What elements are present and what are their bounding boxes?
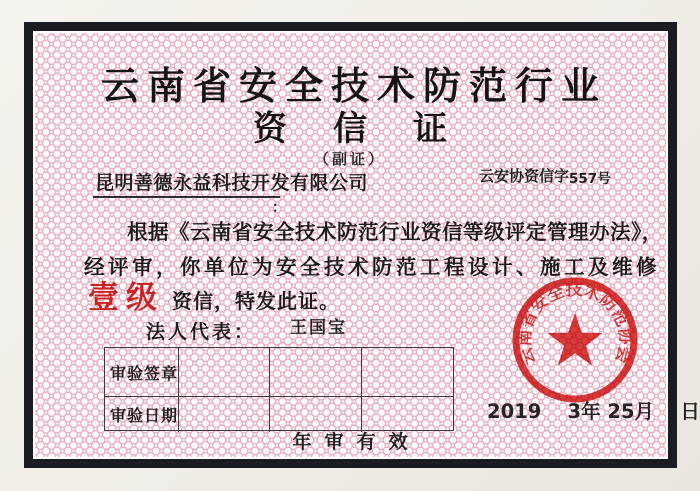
body-text-line2: 经评审，你单位为安全技术防范工程设计、施工及维修 (84, 255, 660, 279)
review-row1-empty-cell (362, 348, 453, 397)
body-text-line1: 根据《云南省安全技术防范行业资信等级评定管理办法》， (127, 220, 663, 244)
grade-line (88, 272, 340, 317)
company-colon-mark: ： (272, 200, 286, 216)
credit-grade: 壹级 (88, 280, 164, 316)
review-seal-label: 审验签章 (110, 363, 179, 383)
certificate-number (479, 165, 611, 186)
certificate-title-line1: 云南省安全技术防范行业 (100, 64, 607, 108)
review-row1-empty-cell (270, 348, 361, 397)
certificate-number-prefix: 云安协资信字 (479, 167, 570, 185)
legal-representative-name: 王国宝 (290, 318, 347, 338)
review-row1-empty-cell (179, 348, 270, 397)
certificate-number-value: 557号 (569, 171, 611, 187)
seal-star-icon (547, 313, 602, 366)
annual-review-table (104, 347, 454, 431)
company-name-underline (93, 196, 280, 198)
issue-date: 2019 3年 25月 日 (487, 400, 700, 423)
legal-representative-label: 法人代表： (146, 321, 257, 343)
certificate-title-line2: 资信证 (253, 109, 493, 149)
certificate-subtitle-duplicate: （副证） (313, 150, 386, 168)
association-seal (507, 272, 643, 408)
seal-curved-text: 云南省安全技术防范协会 (514, 279, 636, 368)
company-name: 昆明善德永益科技开发有限公司 (95, 172, 369, 194)
grade-suffix-text: 资信，特发此证。 (172, 289, 340, 313)
review-date-label: 审验日期 (110, 406, 179, 425)
annual-review-valid-note: 年审有效 (292, 431, 421, 453)
review-row1-label-cell (105, 348, 179, 397)
